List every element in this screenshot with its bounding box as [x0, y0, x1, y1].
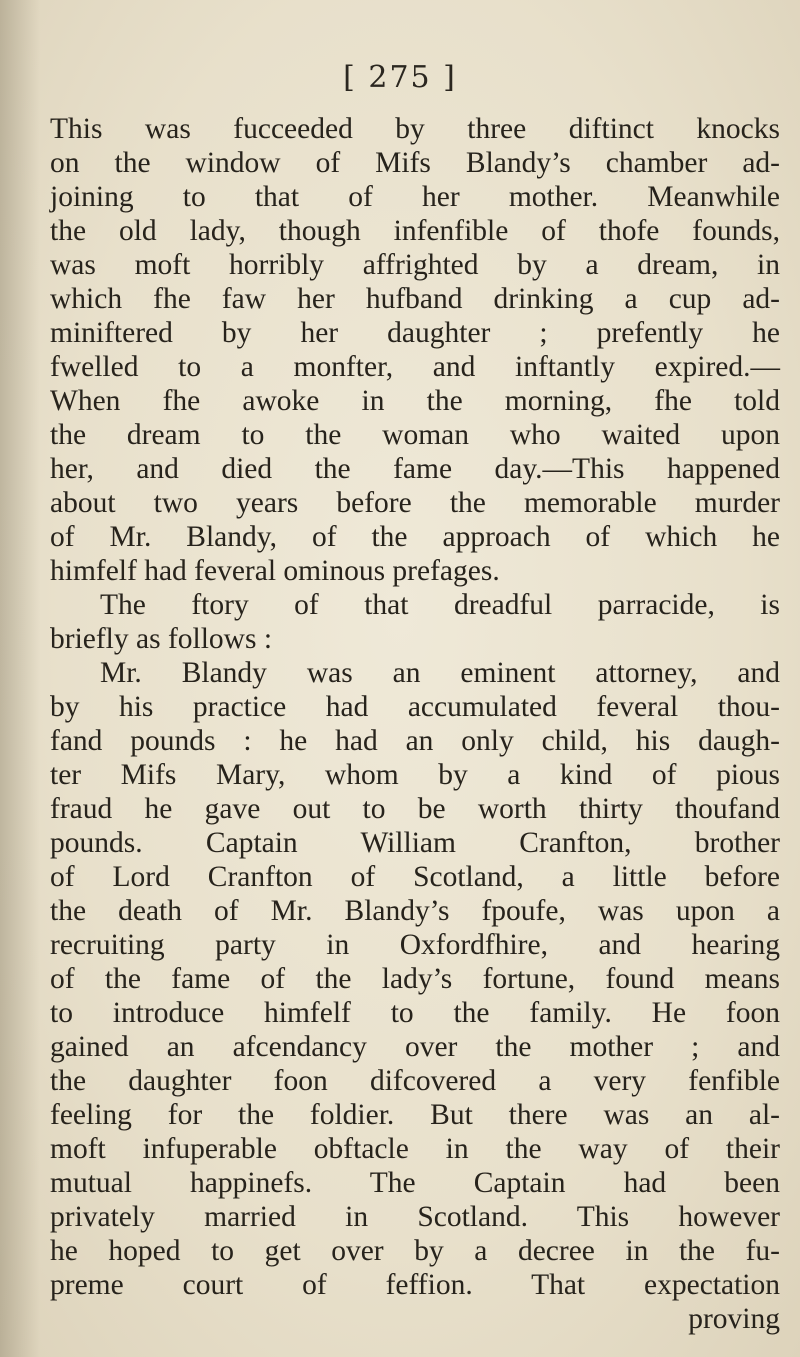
text-line: on the window of Mifs Blandy’s chamber ad-	[50, 147, 780, 179]
text-line: was moft horribly affrighted by a dream, in	[50, 249, 780, 281]
text-line: the dream to the woman who waited upon	[50, 419, 780, 451]
text-line: the death of Mr. Blandy’s fpoufe, was upon a	[50, 895, 780, 927]
text-line: to introduce himfelf to the family. He foon	[50, 997, 780, 1029]
text-line: When fhe awoke in the morning, fhe told	[50, 385, 780, 417]
gutter-shadow	[0, 0, 40, 1357]
text-line: fraud he gave out to be worth thirty thoufand	[50, 793, 780, 825]
text-line: of Mr. Blandy, of the approach of which he	[50, 521, 780, 553]
text-line: ter Mifs Mary, whom by a kind of pious	[50, 759, 780, 791]
text-line: briefly as follows :	[50, 623, 273, 655]
text-line: privately married in Scotland. This however	[50, 1201, 780, 1233]
text-line: himfelf had feveral ominous prefages.	[50, 555, 500, 587]
text-line: the old lady, though infenfible of thofe founds,	[50, 215, 780, 247]
text-line: miniftered by her daughter ; prefently he	[50, 317, 780, 349]
text-line: recruiting party in Oxfordfhire, and hearing	[50, 929, 780, 961]
text-line: fwelled to a monfter, and inftantly expired.—	[50, 351, 780, 383]
text-line: gained an afcendancy over the mother ; and	[50, 1031, 780, 1063]
text-line: by his practice had accumulated feveral thou-	[50, 691, 780, 723]
text-line: pounds. Captain William Cranfton, brother	[50, 827, 780, 859]
text-line: Mr. Blandy was an eminent attorney, and	[100, 657, 780, 689]
text-line: about two years before the memorable murder	[50, 487, 780, 519]
text-line: feeling for the foldier. But there was an al-	[50, 1099, 780, 1131]
text-line: the daughter foon difcovered a very fenfible	[50, 1065, 780, 1097]
catchword: proving	[688, 1303, 780, 1335]
text-line: which fhe faw her hufband drinking a cup ad-	[50, 283, 780, 315]
text-line: mutual happinefs. The Captain had been	[50, 1167, 780, 1199]
text-line: of the fame of the lady’s fortune, found means	[50, 963, 780, 995]
page-number-header: [ 275 ]	[343, 60, 457, 95]
text-line: moft infuperable obftacle in the way of their	[50, 1133, 780, 1165]
text-line: The ftory of that dreadful parracide, is	[100, 589, 780, 621]
text-line: of Lord Cranfton of Scotland, a little before	[50, 861, 780, 893]
text-line: joining to that of her mother. Meanwhile	[50, 181, 780, 213]
text-line: fand pounds : he had an only child, his daugh-	[50, 725, 780, 757]
text-line: her, and died the fame day.—This happened	[50, 453, 780, 485]
text-line: preme court of feffion. That expectation	[50, 1269, 780, 1301]
text-line: This was fucceeded by three diftinct knocks	[50, 113, 780, 145]
text-line: he hoped to get over by a decree in the fu-	[50, 1235, 780, 1267]
